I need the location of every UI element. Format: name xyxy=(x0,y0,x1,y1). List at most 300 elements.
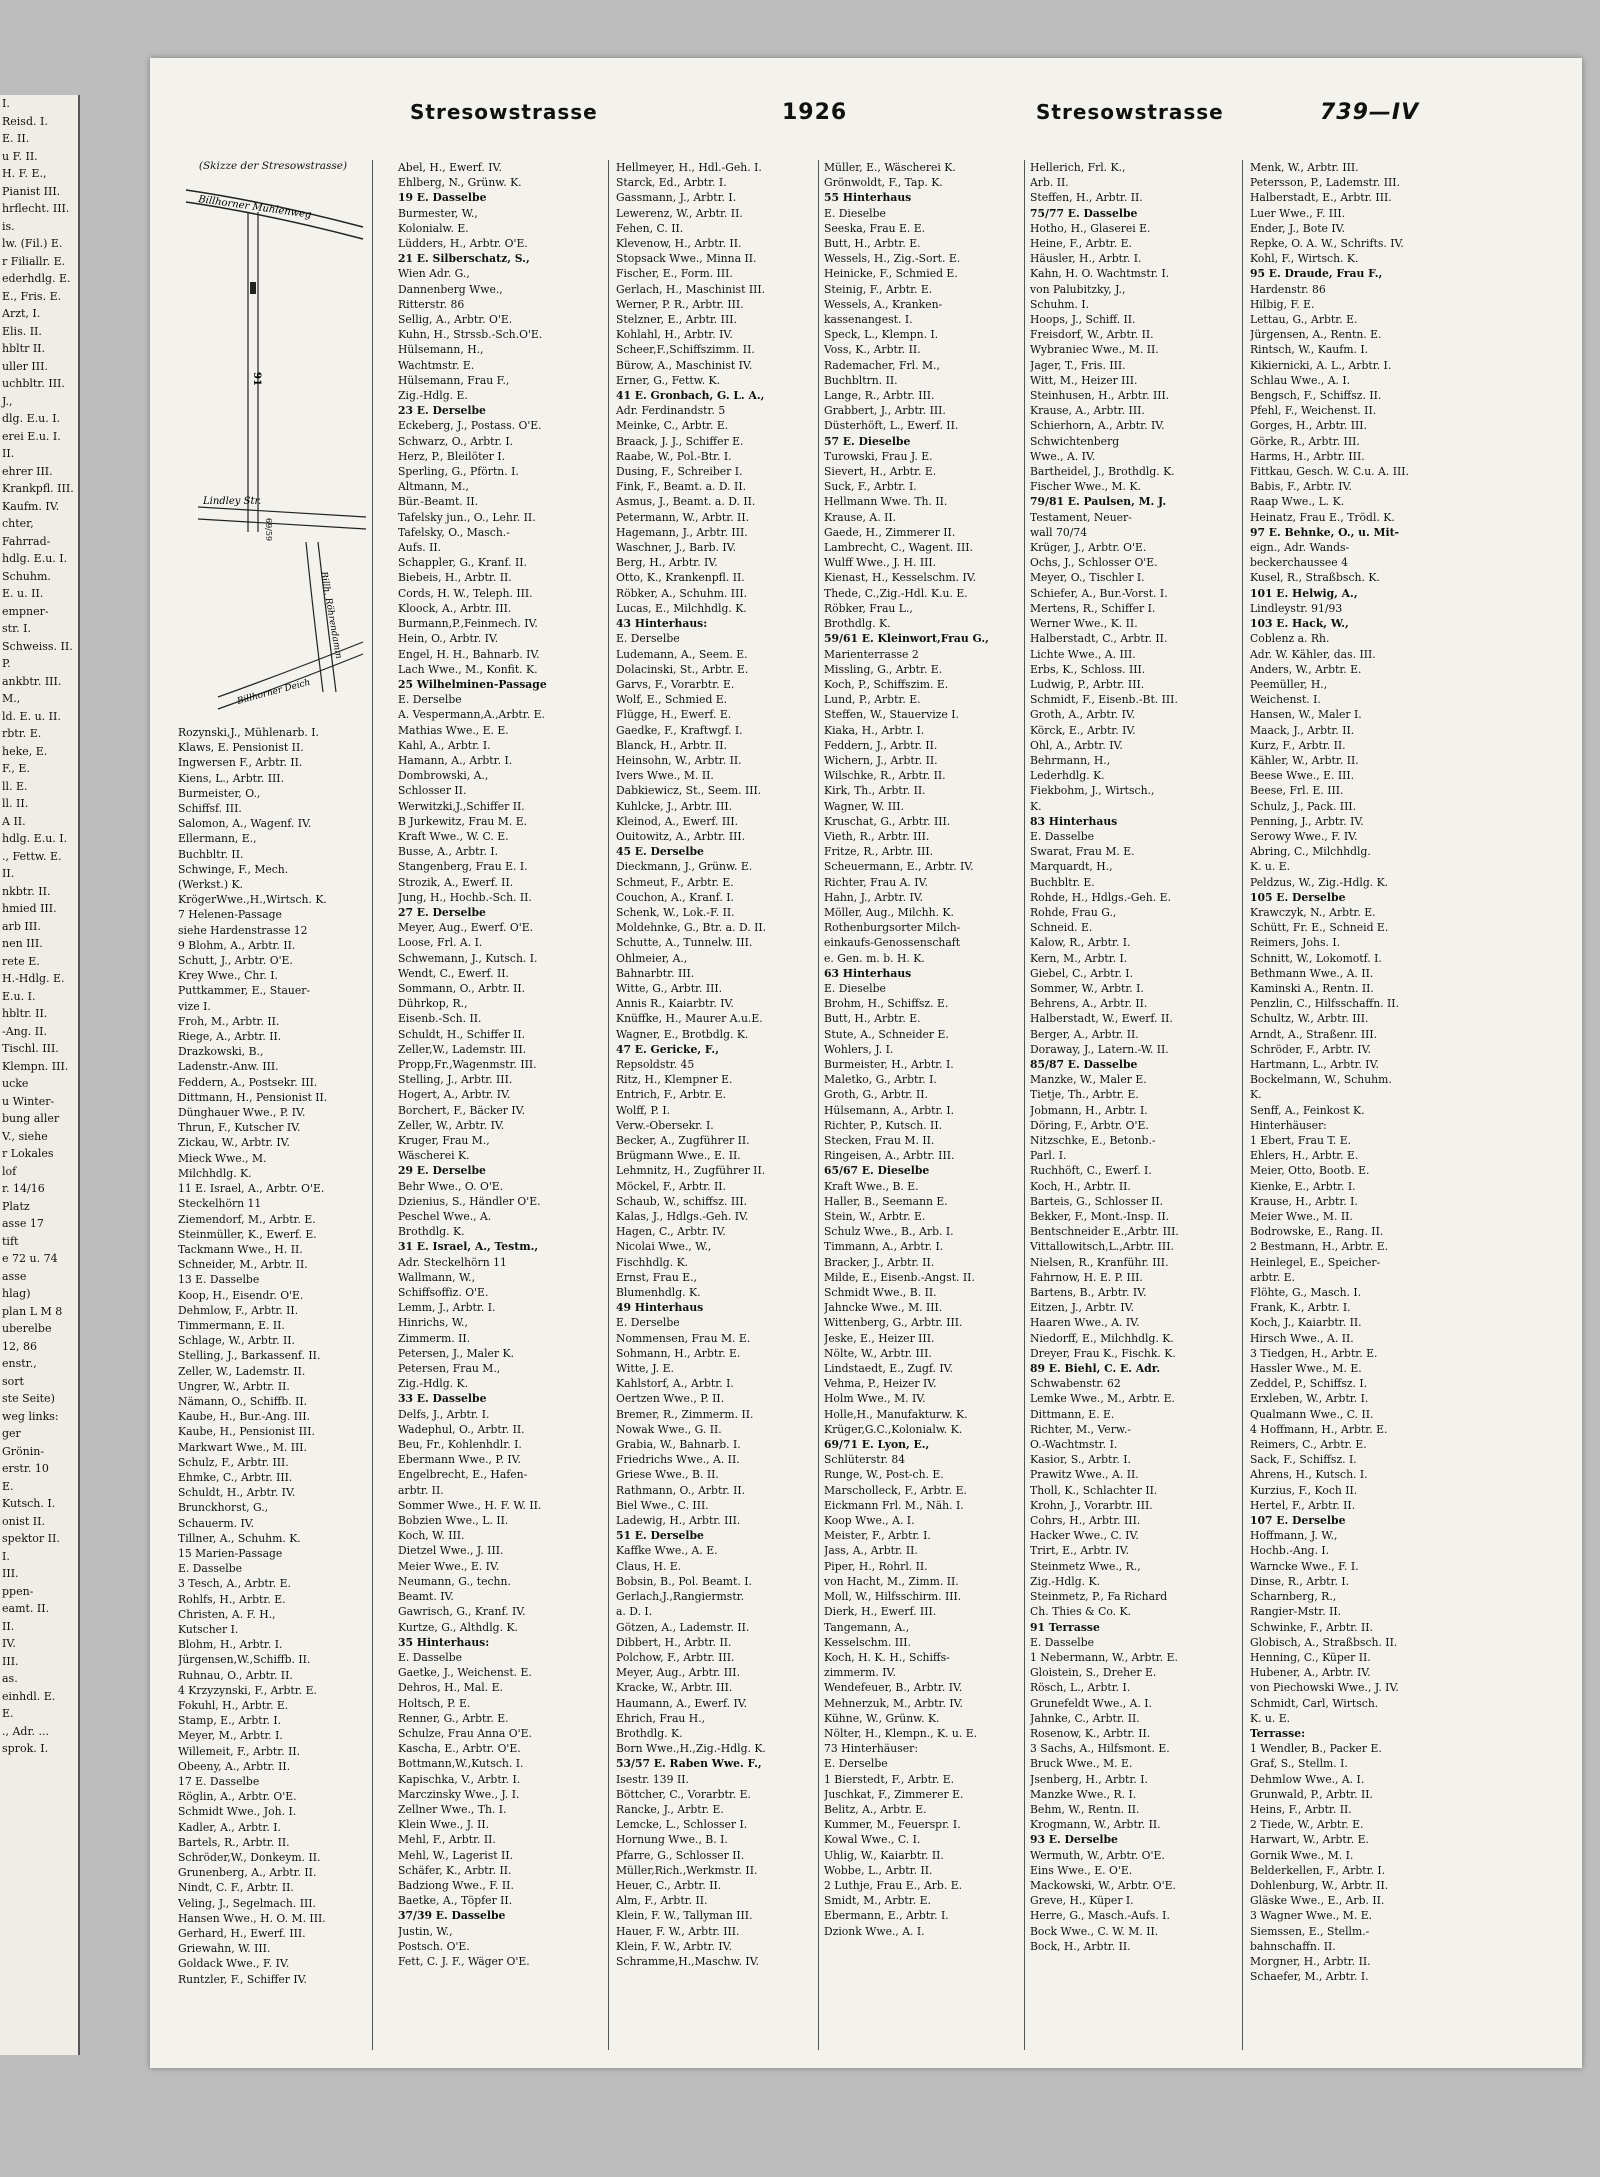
directory-entry: Drazkowski, B., xyxy=(178,1045,264,1059)
directory-entry: 93 E. Derselbe xyxy=(1030,1833,1118,1847)
directory-entry: Hacker Wwe., C. IV. xyxy=(1030,1529,1139,1543)
directory-entry: 85/87 E. Dasselbe xyxy=(1030,1057,1138,1071)
directory-entry: Rösch, L., Arbtr. I. xyxy=(1030,1681,1131,1695)
directory-entry: Rohde, H., Hdlgs.-Geh. E. xyxy=(1030,890,1171,904)
directory-entry: Kusel, R., Straßbsch. K. xyxy=(1250,571,1380,585)
directory-entry: Ohlmeier, A., xyxy=(616,951,688,965)
directory-entry: Pfehl, F., Weichenst. II. xyxy=(1250,404,1377,418)
directory-entry: Hirsch Wwe., A. II. xyxy=(1250,1331,1354,1345)
directory-entry: E., Fris. E. xyxy=(2,289,62,303)
directory-entry: A II. xyxy=(2,814,26,828)
directory-entry: ll. E. xyxy=(2,779,28,793)
directory-entry: plan L M 8 xyxy=(2,1304,63,1318)
directory-entry: Kiens, L., Arbtr. III. xyxy=(178,771,285,785)
directory-entry: Kalas, J., Hdlgs.-Geh. IV. xyxy=(616,1210,749,1224)
directory-entry: Greve, H., Küper I. xyxy=(1030,1894,1134,1908)
directory-entry: Mathias Wwe., E. E. xyxy=(398,723,509,737)
directory-entry: Lichte Wwe., A. III. xyxy=(1030,647,1136,661)
directory-entry: Schneid. E. xyxy=(1030,921,1093,935)
directory-entry: Christen, A. F. H., xyxy=(178,1607,276,1621)
directory-entry: Groth, A., Arbtr. IV. xyxy=(1030,708,1136,722)
directory-entry: Heinatz, Frau E., Trödl. K. xyxy=(1250,510,1395,524)
directory-entry: Riege, A., Arbtr. II. xyxy=(178,1030,282,1044)
column-divider xyxy=(608,160,609,2050)
left-street-heading: Stresowstrasse xyxy=(410,100,598,124)
directory-entry: Wulff Wwe., J. H. III. xyxy=(824,556,937,570)
directory-entry: B Jurkewitz, Frau M. E. xyxy=(398,814,528,828)
directory-entry: 29 E. Derselbe xyxy=(398,1164,486,1178)
directory-entry: Haller, B., Seemann E. xyxy=(824,1194,948,1208)
directory-entry: Eckeberg, J., Postass. O'E. xyxy=(398,419,542,433)
directory-entry: Hagemann, J., Arbtr. III. xyxy=(616,525,748,539)
directory-entry: Serowy Wwe., F. IV. xyxy=(1250,829,1358,843)
directory-entry: Zig.-Hdlg. K. xyxy=(1030,1574,1101,1588)
directory-entry: Schmidt Wwe., Joh. I. xyxy=(178,1805,297,1819)
directory-entry: K. xyxy=(1250,1088,1262,1102)
directory-entry: Abel, H., Ewerf. IV. xyxy=(398,161,502,174)
directory-entry: Hoops, J., Schiff. II. xyxy=(1030,313,1136,327)
directory-entry: sort xyxy=(2,1374,24,1388)
directory-entry: 1 Bierstedt, F., Arbtr. E. xyxy=(824,1772,955,1786)
directory-entry: Krey Wwe., Chr. I. xyxy=(178,969,278,983)
directory-entry: Lemcke, L., Schlosser I. xyxy=(616,1818,748,1832)
directory-entry: Schwichtenberg xyxy=(1030,434,1120,448)
directory-entry: Schramme,H.,Maschw. IV. xyxy=(616,1954,760,1968)
directory-entry: Halberstadt, C., Arbtr. II. xyxy=(1030,632,1168,646)
directory-entry: Engelbrecht, E., Hafen- xyxy=(398,1468,528,1482)
directory-entry: Schutt, J., Arbtr. O'E. xyxy=(178,954,293,968)
directory-entry: Justin, W., xyxy=(398,1924,453,1938)
directory-entry: is. xyxy=(2,219,15,233)
directory-entry: Niedorff, E., Milchhdlg. K. xyxy=(1030,1331,1174,1345)
directory-entry: ederhdlg. E. xyxy=(2,272,71,285)
directory-entry: Mehl, W., Lagerist II. xyxy=(398,1848,514,1862)
directory-entry: Petersen, J., Maler K. xyxy=(398,1346,515,1360)
directory-entry: Puttkammer, E., Stauer- xyxy=(178,984,311,998)
directory-entry: Maletko, G., Arbtr. I. xyxy=(824,1073,937,1087)
directory-entry: Stein, W., Arbtr. E. xyxy=(824,1210,926,1224)
directory-entry: Röbker, A., Schuhm. III. xyxy=(616,586,748,600)
directory-entry: Belitz, A., Arbtr. E. xyxy=(824,1802,927,1816)
directory-entry: Werner, P. R., Arbtr. III. xyxy=(616,297,744,311)
directory-entry: Stelzner, E., Arbtr. III. xyxy=(616,313,737,327)
directory-column-4 xyxy=(824,160,1029,2060)
directory-entry: Warncke Wwe., F. I. xyxy=(1250,1559,1359,1573)
directory-entry: Lemm, J., Arbtr. I. xyxy=(398,1301,496,1315)
directory-entry: Zimmerm. II. xyxy=(398,1331,471,1345)
directory-entry: Werwitzki,J.,Schiffer II. xyxy=(398,799,525,813)
directory-entry: Schiffsf. III. xyxy=(178,802,242,816)
directory-entry: zimmerm. IV. xyxy=(824,1666,896,1680)
directory-entry: empner- xyxy=(2,604,49,618)
directory-entry: Kutscher I. xyxy=(178,1622,239,1636)
directory-entry: Feddern, J., Arbtr. II. xyxy=(824,738,938,752)
directory-entry: Heinsohn, W., Arbtr. II. xyxy=(616,753,742,767)
directory-entry: erstr. 10 xyxy=(2,1462,49,1475)
directory-entry: Postsch. O'E. xyxy=(398,1939,470,1953)
directory-entry: Bentschneider E.,Arbtr. III. xyxy=(1030,1225,1179,1239)
directory-entry: Schnitt, W., Lokomotf. I. xyxy=(1250,951,1382,965)
directory-entry: Petersson, P., Lademstr. III. xyxy=(1250,176,1400,190)
directory-entry: Waschner, J., Barb. IV. xyxy=(616,541,737,555)
directory-entry: 23 E. Derselbe xyxy=(398,404,486,418)
directory-entry: Willemeit, F., Arbtr. II. xyxy=(178,1744,301,1758)
directory-entry: Behm, W., Rentn. II. xyxy=(1030,1802,1140,1816)
directory-entry: Nölter, H., Klempn., K. u. E. xyxy=(824,1726,978,1740)
directory-entry: Bengsch, F., Schiffsz. II. xyxy=(1250,389,1382,403)
directory-entry: Dombrowski, A., xyxy=(398,769,489,783)
directory-entry: Wallmann, W., xyxy=(398,1270,476,1284)
directory-entry: Kracke, W., Arbtr. III. xyxy=(616,1681,733,1695)
directory-entry: Blohm, H., Arbtr. I. xyxy=(178,1638,283,1652)
directory-entry: Wessels, A., Kranken- xyxy=(824,297,943,311)
directory-entry: Beu, Fr., Kohlenhdlr. I. xyxy=(398,1438,522,1452)
directory-entry: weg links: xyxy=(2,1409,59,1423)
directory-entry: Bethmann Wwe., A. II. xyxy=(1250,966,1374,980)
directory-entry: Annis R., Kaiarbtr. IV. xyxy=(616,997,734,1011)
directory-entry: Ehmke, C., Arbtr. III. xyxy=(178,1470,293,1484)
directory-entry: Steinmüller, K., Ewerf. E. xyxy=(178,1227,317,1241)
directory-entry: Dibbert, H., Arbtr. II. xyxy=(616,1635,732,1649)
directory-entry: Klaws, E. Pensionist II. xyxy=(178,741,304,755)
directory-entry: Bekker, F., Mont.-Insp. II. xyxy=(1030,1210,1170,1224)
directory-entry: Cohrs, H., Arbtr. III. xyxy=(1030,1514,1141,1528)
directory-entry: Ochs, J., Schlosser O'E. xyxy=(1030,556,1158,570)
directory-entry: Lambrecht, C., Wagent. III. xyxy=(824,541,973,555)
directory-entry: Kasior, S., Arbtr. I. xyxy=(1030,1453,1131,1467)
directory-entry: 47 E. Gericke, F., xyxy=(616,1042,719,1056)
directory-entry: Sommann, O., Arbtr. II. xyxy=(398,981,526,995)
directory-entry: Gläske Wwe., E., Arb. II. xyxy=(1250,1894,1385,1908)
directory-entry: Rohde, Frau G., xyxy=(1030,905,1117,919)
directory-entry: e 72 u. 74 xyxy=(2,1252,58,1265)
map-label-muehlenweg: Billhorner Mühlenweg xyxy=(197,194,313,221)
directory-entry: Ender, J., Bote IV. xyxy=(1250,221,1345,235)
directory-entry: Butt, H., Arbtr. E. xyxy=(824,1012,921,1026)
directory-entry: Timmermann, E. II. xyxy=(178,1318,285,1332)
directory-entry: Meinke, C., Arbtr. E. xyxy=(616,419,729,433)
directory-entry: Frank, K., Arbtr. I. xyxy=(1250,1301,1351,1315)
directory-entry: 25 Wilhelminen-Passage xyxy=(398,677,547,691)
directory-entry: Meier Wwe., E. IV. xyxy=(398,1559,500,1573)
directory-entry: Anders, W., Arbtr. E. xyxy=(1250,662,1362,676)
directory-column-5 xyxy=(1030,160,1235,2060)
directory-entry: 95 E. Draude, Frau F., xyxy=(1250,267,1383,281)
directory-entry: Flöhte, G., Masch. I. xyxy=(1250,1286,1362,1300)
directory-entry: Bartels, R., Arbtr. II. xyxy=(178,1835,290,1849)
directory-entry: Knüffke, H., Maurer A.u.E. xyxy=(616,1012,763,1026)
directory-entry: rbtr. E. xyxy=(2,727,42,740)
directory-entry: Penning, J., Arbtr. IV. xyxy=(1250,814,1364,828)
directory-entry: Rademacher, Frl. M., xyxy=(824,358,940,372)
directory-entry: Tafelsky jun., O., Lehr. II. xyxy=(398,510,536,524)
directory-entry: kassenangest. I. xyxy=(824,313,913,327)
directory-entry: Ehlberg, N., Grünw. K. xyxy=(398,176,522,190)
directory-entry: ., Adr. ... xyxy=(2,1724,50,1738)
directory-entry: Qualmann Wwe., C. II. xyxy=(1250,1407,1374,1421)
directory-entry: Gawrisch, G., Kranf. IV. xyxy=(398,1605,526,1619)
directory-entry: Thrun, F., Kutscher IV. xyxy=(178,1121,301,1135)
directory-entry: Heine, F., Arbtr. E. xyxy=(1030,237,1132,251)
directory-entry: Fittkau, Gesch. W. C.u. A. III. xyxy=(1250,465,1409,479)
directory-entry: Meyer, Aug., Arbtr. III. xyxy=(616,1666,741,1680)
directory-entry: Kapischka, V., Arbtr. I. xyxy=(398,1772,521,1786)
directory-entry: Aufs. II. xyxy=(398,541,442,555)
directory-entry: Wermuth, W., Arbtr. O'E. xyxy=(1030,1848,1165,1862)
directory-entry: Koch, H. K. H., Schiffs- xyxy=(824,1650,950,1664)
directory-entry: Speck, L., Klempn. I. xyxy=(824,328,939,342)
directory-entry: asse 17 xyxy=(2,1217,44,1230)
directory-entry: Hamann, A., Arbtr. I. xyxy=(398,753,513,767)
directory-entry: uchbltr. III. xyxy=(2,377,65,390)
directory-entry: Jobmann, H., Arbtr. I. xyxy=(1030,1103,1148,1117)
directory-entry: Dannenberg Wwe., xyxy=(398,282,503,296)
directory-entry: Schröder, F., Arbtr. IV. xyxy=(1250,1042,1371,1056)
directory-entry: Hansen, W., Maler I. xyxy=(1250,708,1362,722)
directory-entry: Schuhm. xyxy=(2,569,51,583)
directory-entry: Ehlers, H., Arbtr. E. xyxy=(1250,1149,1359,1163)
directory-entry: Fink, F., Beamt. a. D. II. xyxy=(616,480,747,494)
directory-entry: Dittmann, H., Pensionist II. xyxy=(178,1090,328,1104)
directory-entry: Zellner Wwe., Th. I. xyxy=(398,1802,507,1816)
directory-entry: Piper, H., Rohrl. II. xyxy=(824,1559,928,1573)
directory-entry: Hülsemann, Frau F., xyxy=(398,373,510,387)
directory-entry: Lindstaedt, E., Zugf. IV. xyxy=(824,1362,953,1376)
directory-entry: Mackowski, W., Arbtr. O'E. xyxy=(1030,1878,1176,1892)
directory-entry: Ungrer, W., Arbtr. II. xyxy=(178,1379,290,1393)
directory-entry: Blanck, H., Arbtr. II. xyxy=(616,738,727,752)
directory-entry: Biebeis, H., Arbtr. II. xyxy=(398,571,512,585)
directory-entry: Nindt, C. F., Arbtr. II. xyxy=(178,1881,294,1895)
directory-entry: Kühne, W., Grünw. K. xyxy=(824,1711,940,1725)
directory-entry: 7 Helenen-Passage xyxy=(178,908,282,922)
directory-entry: Fahrrad- xyxy=(2,534,51,548)
directory-entry: bung aller xyxy=(2,1112,60,1125)
directory-entry: 105 E. Derselbe xyxy=(1250,890,1346,904)
directory-entry: Altmann, M., xyxy=(398,480,469,494)
directory-entry: Gaedke, F., Kraftwgf. I. xyxy=(616,723,743,737)
directory-entry: 33 E. Dasselbe xyxy=(398,1392,487,1406)
directory-entry: Halberstadt, E., Arbtr. III. xyxy=(1250,191,1392,205)
directory-entry: uller III. xyxy=(2,359,48,373)
directory-entry: Wittenberg, G., Arbtr. III. xyxy=(824,1316,963,1330)
directory-entry: Witte, G., Arbtr. III. xyxy=(616,981,723,995)
directory-entry: Gassmann, J., Arbtr. I. xyxy=(616,191,737,205)
directory-entry: Testament, Neuer- xyxy=(1030,510,1132,524)
directory-entry: Lindleystr. 91/93 xyxy=(1250,601,1343,615)
directory-entry: 45 E. Derselbe xyxy=(616,845,704,859)
directory-entry: Markwart Wwe., M. III. xyxy=(178,1440,307,1454)
directory-entry: Fett, C. J. F., Wäger O'E. xyxy=(398,1954,530,1968)
directory-entry: Klein Wwe., J. II. xyxy=(398,1818,490,1832)
directory-entry: Reimers, C., Arbtr. E. xyxy=(1250,1438,1367,1452)
directory-entry: Hassler Wwe., M. E. xyxy=(1250,1362,1362,1376)
directory-entry: Tietje, Th., Arbtr. E. xyxy=(1030,1088,1139,1102)
directory-entry: Ahrens, H., Kutsch. I. xyxy=(1250,1468,1368,1482)
directory-entry: Menk, W., Arbtr. III. xyxy=(1250,161,1359,174)
directory-entry: Dehmlow, F., Arbtr. II. xyxy=(178,1303,299,1317)
directory-entry: Nicolai Wwe., W., xyxy=(616,1240,712,1254)
directory-entry: Gloistein, S., Dreher E. xyxy=(1030,1666,1157,1680)
directory-entry: hdlg. E.u. I. xyxy=(2,832,68,845)
directory-entry: Ziemendorf, M., Arbtr. E. xyxy=(178,1212,316,1226)
directory-entry: Kummer, M., Feuerspr. I. xyxy=(824,1818,961,1832)
map-label-lindley: Lindley Str. xyxy=(203,496,262,507)
directory-entry: KrögerWwe.,H.,Wirtsch. K. xyxy=(178,893,327,907)
directory-entry: Tillner, A., Schuhm. K. xyxy=(178,1531,301,1545)
directory-entry: Otto, K., Krankenpfl. II. xyxy=(616,571,745,585)
directory-entry: Dührkop, R., xyxy=(398,997,468,1011)
directory-entry: r Lokales xyxy=(2,1147,54,1160)
directory-entry: Witte, J. E. xyxy=(616,1362,674,1376)
directory-entry: Eisenb.-Sch. II. xyxy=(398,1012,482,1026)
directory-entry: Kolonialw. E. xyxy=(398,221,469,235)
directory-entry: Polchow, F., Arbtr. III. xyxy=(616,1650,735,1664)
directory-entry: Brothdlg. K. xyxy=(398,1225,465,1239)
directory-entry: Lederhdlg. K. xyxy=(1030,769,1105,783)
directory-entry: eign., Adr. Wands- xyxy=(1250,541,1350,555)
directory-entry: Abring, C., Milchhdlg. xyxy=(1250,845,1371,859)
directory-entry: Steffen, H., Arbtr. II. xyxy=(1030,191,1143,205)
directory-entry: Meyer, Aug., Ewerf. O'E. xyxy=(398,921,534,935)
directory-entry: Schmeut, F., Arbtr. E. xyxy=(616,875,734,889)
directory-entry: Rangier-Mstr. II. xyxy=(1250,1605,1342,1619)
previous-page-edge xyxy=(0,95,80,2055)
directory-entry: Kahl, A., Arbtr. I. xyxy=(398,738,491,752)
right-street-heading: Stresowstrasse xyxy=(1036,100,1224,124)
directory-entry: Scharnberg, R., xyxy=(1250,1590,1337,1604)
directory-entry: E.u. I. xyxy=(2,989,36,1003)
directory-entry: Kiaka, H., Arbtr. I. xyxy=(824,723,925,737)
directory-entry: H.-Hdlg. E. xyxy=(2,972,65,985)
directory-entry: Schlau Wwe., A. I. xyxy=(1250,373,1351,387)
directory-entry: Morgner, H., Arbtr. II. xyxy=(1250,1954,1371,1968)
directory-entry: dlg. E.u. I. xyxy=(2,412,61,425)
directory-entry: Belderkellen, F., Arbtr. I. xyxy=(1250,1863,1386,1877)
directory-entry: Krogmann, W., Arbtr. II. xyxy=(1030,1818,1161,1832)
directory-entry: Ouitowitz, A., Arbtr. III. xyxy=(616,829,746,843)
directory-entry: Dreyer, Frau K., Fischk. K. xyxy=(1030,1346,1176,1360)
directory-entry: Kirk, Th., Arbtr. II. xyxy=(824,784,926,798)
directory-entry: Weichenst. I. xyxy=(1250,693,1321,707)
directory-entry: Schwemann, J., Kutsch. I. xyxy=(398,951,538,965)
directory-entry: Bockelmann, W., Schuhm. xyxy=(1250,1073,1392,1087)
directory-entry: Buchbltrn. II. xyxy=(824,373,898,387)
directory-entry: 12, 86 xyxy=(2,1339,37,1353)
directory-entry: Grabia, W., Bahnarb. I. xyxy=(616,1438,741,1452)
directory-entry: 41 E. Gronbach, G. L. A., xyxy=(616,389,765,403)
directory-entry: Friedrichs Wwe., A. II. xyxy=(616,1453,740,1467)
directory-entry: I. xyxy=(2,97,10,110)
directory-entry: E. xyxy=(2,1707,14,1720)
directory-entry: 103 E. Hack, W., xyxy=(1250,617,1349,631)
directory-entry: Timmann, A., Arbtr. I. xyxy=(824,1240,944,1254)
directory-entry: Tackmann Wwe., H. II. xyxy=(178,1242,303,1256)
page-number: 739—IV xyxy=(1320,100,1420,125)
directory-entry: Jahncke Wwe., M. III. xyxy=(824,1301,943,1315)
directory-entry: Ludwig, P., Arbtr. III. xyxy=(1030,677,1145,691)
directory-entry: Kohlahl, H., Arbtr. IV. xyxy=(616,328,733,342)
directory-entry: Rosenow, K., Arbtr. II. xyxy=(1030,1726,1151,1740)
directory-entry: Lüdders, H., Arbtr. O'E. xyxy=(398,237,528,251)
directory-entry: Wohlers, J. I. xyxy=(824,1042,894,1056)
directory-entry: Bartens, B., Arbtr. IV. xyxy=(1030,1286,1147,1300)
directory-entry: M., xyxy=(2,692,21,705)
directory-entry: sprok. I. xyxy=(2,1742,49,1755)
directory-entry: Nowak Wwe., G. II. xyxy=(616,1422,722,1436)
directory-entry: Bottmann,W.,Kutsch. I. xyxy=(398,1757,524,1771)
directory-entry: Babis, F., Arbtr. IV. xyxy=(1250,480,1352,494)
directory-entry: Görke, R., Arbtr. III. xyxy=(1250,434,1360,448)
directory-entry: 2 Luthje, Frau E., Arb. E. xyxy=(824,1878,963,1892)
directory-entry: Freisdorf, W., Arbtr. II. xyxy=(1030,328,1154,342)
directory-column-2 xyxy=(398,160,603,2060)
directory-entry: Behrmann, H., xyxy=(1030,753,1111,767)
directory-entry: Herre, G., Masch.-Aufs. I. xyxy=(1030,1909,1170,1923)
directory-entry: Schröder,W., Donkeym. II. xyxy=(178,1851,321,1865)
directory-entry: Krüger,G.C.,Kolonialw. K. xyxy=(824,1422,963,1436)
directory-entry: Burmeister, O., xyxy=(178,786,261,800)
directory-entry: Kowal Wwe., C. I. xyxy=(824,1833,921,1847)
directory-entry: Schiefer, A., Bur.-Vorst. I. xyxy=(1030,586,1168,600)
directory-entry: Mehnerzuk, M., Arbtr. IV. xyxy=(824,1696,963,1710)
directory-entry: Hochb.-Ang. I. xyxy=(1250,1544,1330,1558)
directory-entry: Hubener, A., Arbtr. IV. xyxy=(1250,1666,1371,1680)
directory-entry: Zig.-Hdlg. E. xyxy=(398,389,468,403)
directory-entry: Körck, E., Arbtr. IV. xyxy=(1030,723,1136,737)
directory-entry: Ehrich, Frau H., xyxy=(616,1711,706,1725)
directory-entry: Missling, G., Arbtr. E. xyxy=(824,662,943,676)
directory-entry: E. u. II. xyxy=(2,587,44,600)
directory-entry: Arb. II. xyxy=(1030,176,1069,190)
directory-entry: Schmidt, Carl, Wirtsch. xyxy=(1250,1696,1379,1710)
directory-entry: Grunenberg, A., Arbtr. II. xyxy=(178,1866,317,1880)
directory-entry: Wolf, E., Schmied E. xyxy=(616,693,728,707)
directory-entry: Dolacinski, St., Arbtr. E. xyxy=(616,662,749,676)
directory-entry: Sievert, H., Arbtr. E. xyxy=(824,465,937,479)
directory-entry: Behrens, A., Arbtr. II. xyxy=(1030,997,1148,1011)
directory-entry: Hellerich, Frl. K., xyxy=(1030,161,1126,174)
directory-entry: Cords, H. W., Teleph. III. xyxy=(398,586,533,600)
directory-entry: Holle,H., Manufakturw. K. xyxy=(824,1407,968,1421)
directory-entry: Burmester, W., xyxy=(398,206,478,220)
directory-column-3 xyxy=(616,160,821,2060)
directory-entry: Hellmann Wwe. Th. II. xyxy=(824,495,948,509)
directory-entry: Ch. Thies & Co. K. xyxy=(1030,1605,1132,1619)
directory-entry: ld. E. u. II. xyxy=(2,709,61,723)
directory-entry: ehrer III. xyxy=(2,464,53,478)
directory-entry: Wachtmstr. E. xyxy=(398,358,475,372)
directory-entry: vize I. xyxy=(178,999,211,1013)
directory-entry: 55 Hinterhaus xyxy=(824,191,912,205)
directory-entry: Peschel Wwe., A. xyxy=(398,1210,492,1224)
directory-entry: Arzt, I. xyxy=(2,307,41,320)
directory-entry: Dietzel Wwe., J. III. xyxy=(398,1544,504,1558)
directory-entry: Penzlin, C., Hilfsschaffn. II. xyxy=(1250,997,1399,1011)
directory-entry: Wadephul, O., Arbtr. II. xyxy=(398,1422,525,1436)
directory-entry: E. Derselbe xyxy=(616,632,680,646)
directory-entry: 3 Wagner Wwe., M. E. xyxy=(1250,1909,1373,1923)
directory-entry: Gaetke, J., Weichenst. E. xyxy=(398,1666,532,1680)
directory-entry: II. xyxy=(2,1619,15,1633)
directory-entry: 53/57 E. Raben Wwe. F., xyxy=(616,1757,762,1771)
directory-entry: 59/61 E. Kleinwort,Frau G., xyxy=(824,632,989,646)
directory-entry: Meier, Otto, Bootb. E. xyxy=(1250,1164,1370,1178)
directory-entry: Rothenburgsorter Milch- xyxy=(824,921,961,935)
directory-entry: Ivers Wwe., M. II. xyxy=(616,769,714,783)
directory-entry: Herz, P., Bleilöter I. xyxy=(398,449,506,463)
directory-entry: Kurzius, F., Koch II. xyxy=(1250,1483,1358,1497)
